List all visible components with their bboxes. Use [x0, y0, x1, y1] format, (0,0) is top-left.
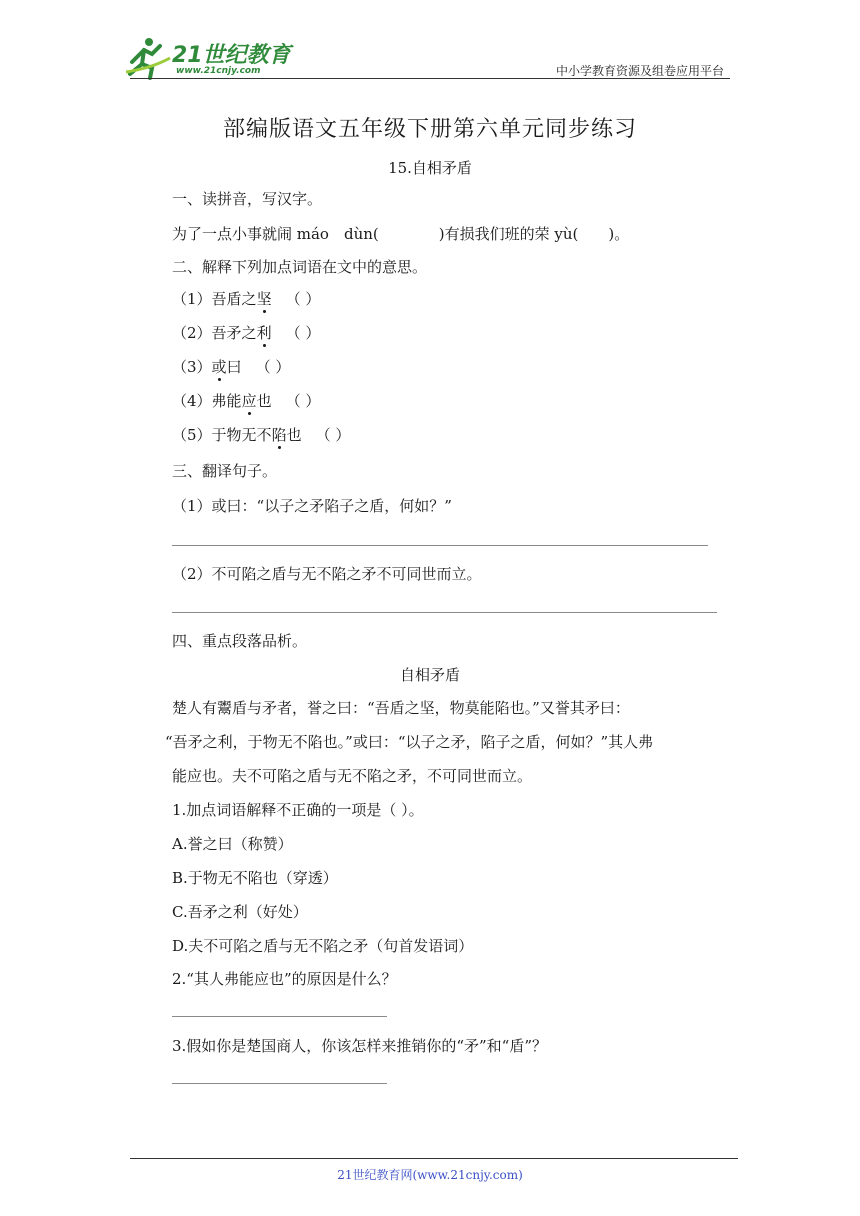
translate-item-2: （2）不可陷之盾与无不陷之矛不可同世而立。 — [172, 565, 482, 583]
explain-item-3 — [172, 356, 290, 377]
section-4-heading: 四、重点段落品析。 — [172, 632, 308, 650]
pinyin-question: 为了一点小事就闹 máo dùn( )有损我们班的荣 yù( )。 — [172, 225, 630, 243]
section-2-heading: 二、解释下列加点词语在文中的意思。 — [172, 258, 428, 276]
item-number: （2） — [172, 324, 212, 342]
item-number: （4） — [172, 392, 212, 410]
question-3: 3.假如你是楚国商人，你该怎样来推销你的“矛”和“盾”？ — [172, 1037, 547, 1055]
item-number: （5） — [172, 426, 212, 444]
item-text: 弗能 — [211, 392, 242, 410]
dotted-word: 或 — [211, 358, 227, 376]
page-title: 部编版语文五年级下册第六单元同步练习 — [222, 117, 637, 142]
dotted-word: 应 — [241, 392, 257, 410]
answer-blank[interactable]: （ ） — [255, 358, 291, 376]
question-1: 1.加点词语解释不正确的一项是（ ）。 — [172, 801, 424, 819]
item-number: （1） — [172, 290, 212, 308]
answer-line[interactable] — [172, 545, 708, 546]
option-b[interactable]: B.于物无不陷也（穿透） — [172, 869, 338, 887]
answer-blank[interactable]: （ ） — [315, 426, 351, 444]
item-text: 吾盾之 — [211, 290, 257, 308]
answer-blank[interactable]: （ ） — [285, 290, 321, 308]
answer-blank[interactable]: （ ） — [285, 324, 321, 342]
item-text: 于物无不 — [211, 426, 272, 444]
lesson-title: 15.自相矛盾 — [388, 159, 472, 177]
answer-line[interactable] — [172, 612, 717, 613]
footer-link[interactable]: 21世纪教育网(www.21cnjy.com) — [337, 1168, 523, 1182]
item-text: 也 — [256, 392, 272, 410]
passage-line: 楚人有鬻盾与矛者，誉之曰：“吾盾之坚，物莫能陷也。”又誉其矛曰： — [172, 699, 630, 717]
dotted-word: 坚 — [256, 290, 272, 308]
explain-item-2 — [172, 322, 320, 343]
platform-name: 中小学教育资源及组卷应用平台 — [555, 64, 724, 78]
explain-item-5 — [172, 424, 350, 445]
explain-item-4 — [172, 390, 320, 411]
site-logo — [122, 34, 292, 84]
answer-line[interactable] — [172, 1083, 387, 1084]
header-divider — [130, 78, 730, 79]
passage-title: 自相矛盾 — [399, 666, 460, 684]
option-c[interactable]: C.吾矛之利（好处） — [172, 903, 308, 921]
question-2: 2.“其人弗能应也”的原因是什么？ — [172, 970, 397, 988]
item-text: 吾矛之 — [211, 324, 257, 342]
item-number: （3） — [172, 358, 212, 376]
answer-line[interactable] — [172, 1016, 387, 1017]
logo-text: 21世纪教育 — [172, 43, 291, 68]
footer-divider — [130, 1158, 738, 1159]
option-d[interactable]: D.夫不可陷之盾与无不陷之矛（句首发语词） — [172, 937, 474, 955]
translate-item-1: （1）或曰：“以子之矛陷子之盾，何如？” — [172, 497, 452, 515]
option-a[interactable]: A.誉之曰（称赞） — [172, 835, 293, 853]
dotted-word: 陷 — [271, 426, 287, 444]
section-3-heading: 三、翻译句子。 — [172, 462, 278, 480]
item-text: 也 — [286, 426, 302, 444]
item-text: 曰 — [226, 358, 242, 376]
answer-blank[interactable]: （ ） — [285, 392, 321, 410]
passage-line: 能应也。夫不可陷之盾与无不陷之矛，不可同世而立。 — [172, 767, 533, 785]
dotted-word: 利 — [256, 324, 272, 342]
passage-line: “吾矛之利，于物无不陷也。”或曰：“以子之矛，陷子之盾，何如？”其人弗 — [165, 733, 654, 751]
explain-item-1 — [172, 288, 320, 309]
logo-url: www.21cnjy.com — [176, 66, 261, 76]
section-1-heading: 一、读拼音，写汉字。 — [172, 190, 323, 208]
